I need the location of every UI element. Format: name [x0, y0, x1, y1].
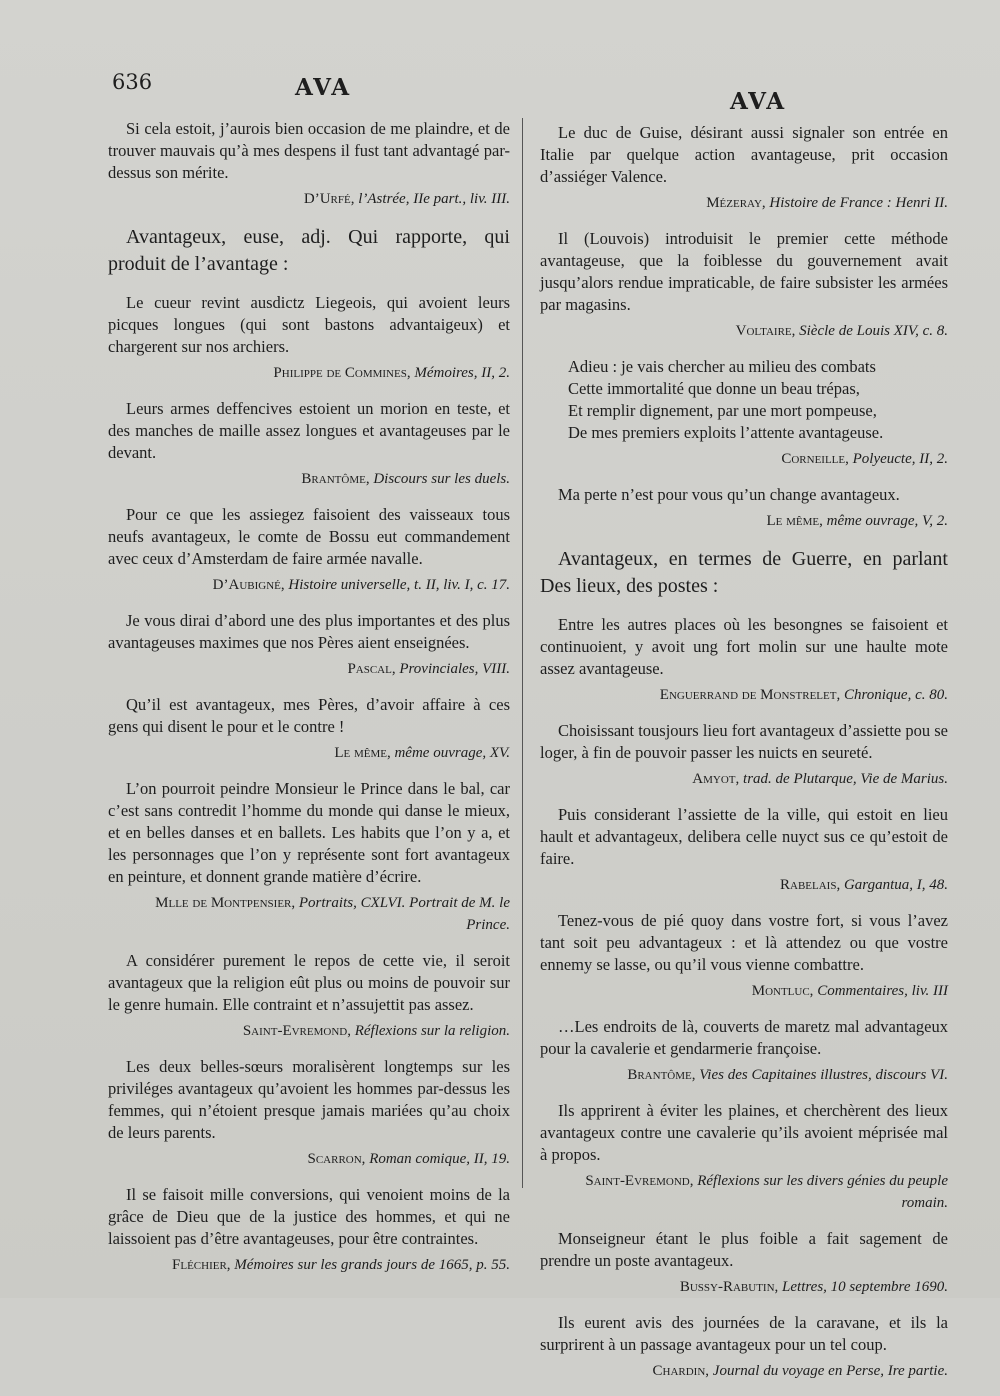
citation-work: Discours sur les duels. — [373, 471, 510, 487]
citation-work: Mémoires, II, 2. — [414, 365, 510, 381]
verse-line: Cette immortalité que donne un beau trépas, — [568, 379, 860, 398]
citation-source — [540, 980, 948, 1002]
citation-author: Pascal, — [347, 661, 396, 677]
citation-author: Montluc, — [751, 983, 814, 999]
citation-quote: Je vous dirai d’abord une des plus importantes et des plus avantageuses maximes que nos Pères aient enseignées. — [108, 611, 510, 652]
citation-work: Polyeucte, II, 2. — [852, 451, 948, 467]
entry-heading: Avantageux, euse, adj. Qui rapporte, qui produit de l’avantage : — [108, 226, 510, 275]
citation-source — [108, 1020, 510, 1042]
citation-author: Voltaire, — [735, 323, 796, 339]
citation-work: même ouvrage, XV. — [394, 745, 510, 761]
citation-quote: Monseigneur étant le plus foible a fait sagement de prendre un poste avantageux. — [540, 1229, 948, 1270]
citation-quote: Tenez-vous de pié quoy dans vostre fort, si vous l’avez tant soit peu advantageux : et là attendez ou que vostre ennemy se lasse, ou qu’il vous vienne combattre. — [540, 911, 948, 974]
citation-source — [540, 874, 948, 896]
citation-author: Le même, — [766, 513, 823, 529]
citation-source — [540, 684, 948, 706]
citation-work: Mémoires sur les grands jours de 1665, p. 55. — [234, 1257, 510, 1273]
citation-work: même ouvrage, V, 2. — [826, 513, 948, 529]
citation-work: Réflexions sur les divers génies du peuple romain. — [697, 1173, 948, 1211]
citation-quote: Le duc de Guise, désirant aussi signaler son entrée en Italie par quelque action avantageuse, prit occasion d’assiéger Valence. — [540, 123, 948, 186]
citation-quote: Entre les autres places où les besongnes se faisoient et continuoient, y avoit ung fort molin sur une haulte mote assez avantageuse. — [540, 615, 948, 678]
citation-author: Rabelais, — [780, 877, 841, 893]
entry-heading: Avantageux, en termes de Guerre, en parlant Des lieux, des postes : — [540, 548, 948, 597]
citation-source — [540, 192, 948, 214]
column-divider — [522, 118, 523, 1188]
citation-source — [108, 1148, 510, 1170]
citation-quote: …Les endroits de là, couverts de maretz mal advantageux pour la cavalerie et gendarmerie françoise. — [540, 1017, 948, 1058]
page-number: 636 — [112, 70, 153, 94]
citation-author: Philippe de Commines, — [273, 365, 411, 381]
citation-work: Journal du voyage en Perse, Ire partie. — [712, 1363, 948, 1379]
citation-quote: Le cueur revint ausdictz Liegeois, qui avoient leurs picques longues (qui sont bastons advantaigeux) et chargerent sur nos archiers. — [108, 293, 510, 356]
citation-work: Chronique, c. 80. — [843, 687, 948, 703]
citation-source — [108, 188, 510, 210]
citation-work: Vies des Capitaines illustres, discours VI. — [699, 1067, 948, 1083]
citation-source — [540, 1276, 948, 1298]
running-head-left: AVA — [295, 74, 352, 101]
verse-line: Et remplir dignement, par une mort pompeuse, — [568, 401, 877, 420]
citation-source — [108, 1254, 510, 1276]
citation-source — [540, 768, 948, 790]
citation-quote: Pour ce que les assiegez faisoient des vaisseaux tous neufs avantageux, le comte de Bossu eut commandement avec ceux d’Amsterdam de faire armée navalle. — [108, 505, 510, 568]
citation-work: Portraits, CXLVI. Portrait de M. le Prince. — [298, 895, 510, 933]
citation-work: Histoire de France : Henri II. — [769, 195, 948, 211]
citation-author: Saint-Evremond, — [242, 1023, 351, 1039]
citation-quote: Qu’il est avantageux, mes Pères, d’avoir affaire à ces gens qui disent le pour et le contre ! — [108, 695, 510, 736]
citation-work: l’Astrée, IIe part., liv. III. — [358, 191, 510, 207]
citation-source — [540, 1170, 948, 1214]
citation-quote: Ils eurent avis des journées de la caravane, et ils la surprirent à un passage avantageux pour un tel coup. — [540, 1313, 948, 1354]
citation-work: Gargantua, I, 48. — [843, 877, 948, 893]
citation-work: Provinciales, VIII. — [399, 661, 510, 677]
citation-source — [108, 658, 510, 680]
citation-quote: Leurs armes deffencives estoient un morion en teste, et des manches de maille assez longues et avantageuses par le devant. — [108, 399, 510, 462]
citation-author: Brantôme, — [627, 1067, 696, 1083]
citation-quote: A considérer purement le repos de cette vie, il seroit avantageux que la religion eût plus ou moins de pouvoir sur le genre humain. Elle contraint et n’assujettit pas assez. — [108, 951, 510, 1014]
citation-work: Roman comique, II, 19. — [369, 1151, 510, 1167]
right-column — [540, 122, 948, 1396]
verse-line: Adieu : je vais chercher au milieu des combats — [568, 357, 876, 376]
citation-quote: Choisissant tousjours lieu fort avantageux d’assiette pou se loger, à fin de pouvoir passer les nuicts en seureté. — [540, 721, 948, 762]
citation-author: Brantôme, — [301, 471, 370, 487]
citation-quote: Les deux belles-sœurs moralisèrent longtemps sur les priviléges avantageux qu’avoient les hommes par-dessus les femmes, qui n’étoient presque jamais mariées qu’au choix de leurs parents. — [108, 1057, 510, 1142]
citation-source — [540, 320, 948, 342]
citation-author: Mézeray, — [706, 195, 766, 211]
citation-work: Lettres, 10 septembre 1690. — [782, 1279, 948, 1295]
citation-quote: Puis considerant l’assiette de la ville, qui estoit en lieu hault et advantageux, delibera celle nuyct sus ce qu’estoit de faire. — [540, 805, 948, 868]
citation-work: Siècle de Louis XIV, c. 8. — [799, 323, 948, 339]
citation-source — [540, 1064, 948, 1086]
citation-work: Réflexions sur la religion. — [354, 1023, 510, 1039]
verse-block — [568, 356, 948, 444]
citation-source — [108, 468, 510, 490]
citation-author: Fléchier, — [172, 1257, 231, 1273]
citation-source — [108, 574, 510, 596]
citation-quote: Ma perte n’est pour vous qu’un change avantageux. — [558, 485, 900, 504]
citation-quote: Ils apprirent à éviter les plaines, et cherchèrent des lieux avantageux contre une cavalerie qu’ils avoient méprisée mal à propos. — [540, 1101, 948, 1164]
citation-author: D’Aubigné, — [212, 577, 285, 593]
citation-author: Scarron, — [307, 1151, 366, 1167]
citation-source — [540, 1360, 948, 1382]
citation-source — [540, 510, 948, 532]
citation-author: Enguerrand de Monstrelet, — [659, 687, 841, 703]
citation-quote: Si cela estoit, j’aurois bien occasion de me plaindre, et de trouver mauvais qu’à mes despens il fust tant advantagé par-dessus son mérite. — [108, 119, 510, 182]
left-column — [108, 118, 510, 1290]
citation-author: Mlle de Montpensier, — [155, 895, 296, 911]
citation-work: trad. de Plutarque, Vie de Marius. — [743, 771, 948, 787]
citation-work: Histoire universelle, t. II, liv. I, c. 17. — [288, 577, 510, 593]
citation-quote: Il (Louvois) introduisit le premier cette méthode avantageuse, que la foiblesse du gouvernement avait jusqu’alors rendue impraticable, de faire subsister les armées par magasins. — [540, 229, 948, 314]
citation-source — [108, 362, 510, 384]
citation-author: D’Urfé, — [303, 191, 355, 207]
citation-author: Saint-Evremond, — [585, 1173, 694, 1189]
verse-line: De mes premiers exploits l’attente avantageuse. — [568, 423, 884, 442]
citation-source — [108, 892, 510, 936]
citation-quote: L’on pourroit peindre Monsieur le Prince dans le bal, car c’est sans contredit l’homme du monde qui danse le mieux, et en belles danses et en ballets. Les habits que l’on y a, et les personnages que l’on y représente sont fort avantageux en peinture, et donnent grande matière d’écrire. — [108, 779, 510, 886]
citation-author: Chardin, — [652, 1363, 710, 1379]
citation-author: Amyot, — [692, 771, 740, 787]
citation-work: Commentaires, liv. III — [817, 983, 948, 999]
citation-quote: Il se faisoit mille conversions, qui venoient moins de la grâce de Dieu que de la justice des hommes, et qui ne laissoient pas d’être avantageuses, pour être contraintes. — [108, 1185, 510, 1248]
citation-author: Le même, — [334, 745, 391, 761]
citation-author: Bussy-Rabutin, — [679, 1279, 779, 1295]
running-head-right: AVA — [730, 88, 787, 115]
citation-source — [540, 448, 948, 470]
citation-source — [108, 742, 510, 764]
citation-author: Corneille, — [781, 451, 849, 467]
